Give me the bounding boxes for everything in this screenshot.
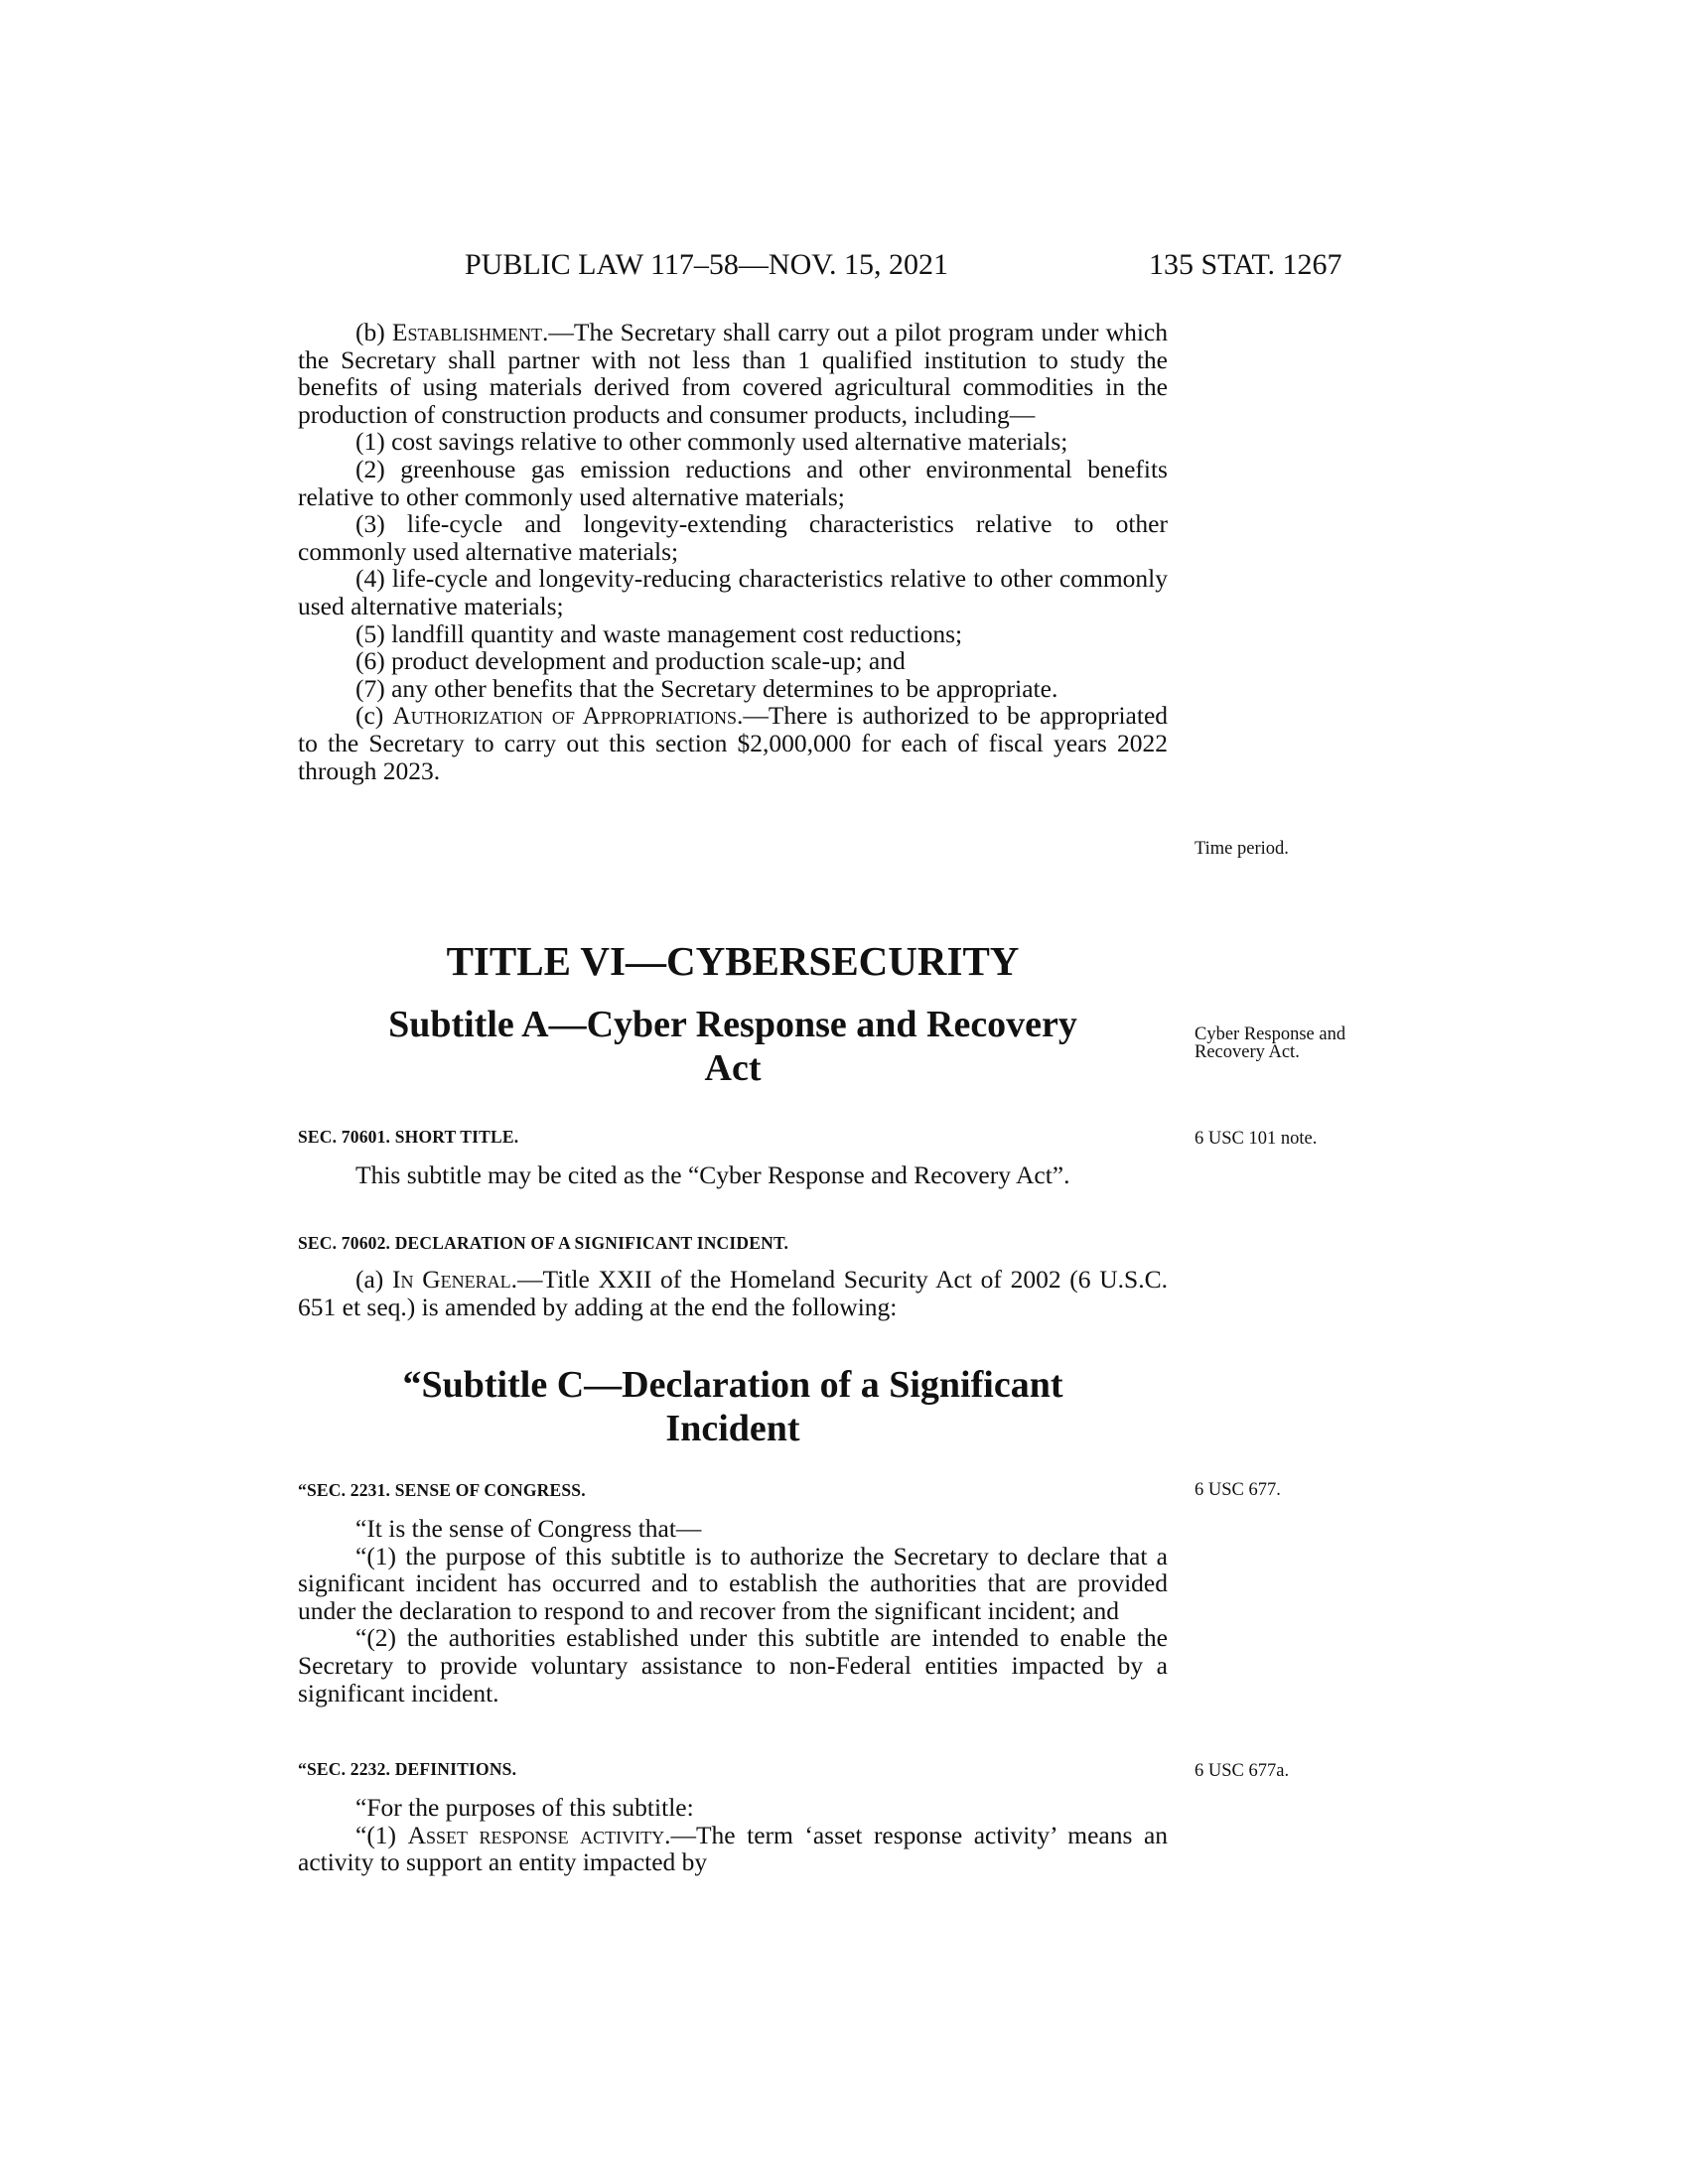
title-block — [298, 938, 1168, 984]
margin-note-usc-677a: 6 USC 677a. — [1195, 1761, 1290, 1781]
list-item: “(2) the authorities established under this subtitle are intended to enable the Secretary to provide voluntary assistance to non-Federal entities impacted by a significant incident. — [298, 1623, 1168, 1707]
list-item: (3) life-cycle and longevity-extending characteristics relative to other commonly used alternative materials; — [298, 509, 1168, 566]
list-item: (2) greenhouse gas emission reductions and other environmental benefits relative to other commonly used alternative materials; — [298, 454, 1168, 511]
subtitle-a-block — [298, 1003, 1168, 1090]
list-item: (5) landfill quantity and waste management cost reductions; — [355, 618, 963, 648]
margin-note-time-period: Time period. — [1195, 839, 1289, 859]
section-c-label: (c) — [355, 701, 384, 731]
sec-70601 — [298, 1127, 1168, 1189]
running-head: PUBLIC LAW 117–58—NOV. 15, 2021 — [465, 248, 949, 281]
sec-70602-label: (a) — [355, 1265, 384, 1294]
sec-70601-text: This subtitle may be cited as the “Cyber Response and Recovery Act”. — [355, 1160, 1070, 1189]
list-item: (6) product development and production scale-up; and — [355, 646, 906, 676]
subtitle-c-line2: Incident — [665, 1408, 800, 1449]
margin-note-usc-101: 6 USC 101 note. — [1195, 1129, 1318, 1149]
list-item: “(1) the purpose of this subtitle is to authorize the Secretary to declare that a significant incident has occurred and to establish the authorities that are provided under the declaration to respond to and recover from the significant incident; and — [298, 1541, 1168, 1625]
section-c-paragraph — [298, 702, 1168, 784]
section-b-label: (b) — [355, 318, 385, 346]
sec-2232-item1-text: .—The term ‘asset response activity’ means an activity to support an entity impacted by — [298, 1820, 1169, 1877]
margin-note-cyber-act: Cyber Response and Recovery Act. — [1195, 1024, 1346, 1062]
section-c-heading: Authorization of Appropriations — [392, 701, 737, 731]
section-b-text: .—The Secretary shall carry out a pilot program under which the Secretary shall partner with not less than 1 qualified institution to study the benefits of using materials derived from covered agricultural commodities in the production of construction products and consumer products, including— — [298, 318, 1168, 429]
sec-2232-item1 — [240, 1822, 1168, 1876]
section-b — [298, 319, 1168, 784]
section-b-paragraph — [298, 319, 1168, 428]
sec-70602-body: .—Title XXII of the Homeland Security Act of 2002 (6 U.S.C. 651 et seq.) is amended by adding at the end the following: — [298, 1265, 1168, 1321]
sec-70602-heading: SEC. 70602. DECLARATION OF A SIGNIFICANT INCIDENT. — [298, 1233, 789, 1253]
title-vi-heading: TITLE VI—CYBERSECURITY — [446, 938, 1020, 984]
section-c-text: .—There is authorized to be appropriated to the Secretary to carry out this section $2,000,000 for each of fiscal years 2022 through 2023. — [298, 701, 1169, 785]
page-number: 135 STAT. 1267 — [1149, 248, 1342, 281]
sec-70602 — [298, 1233, 1168, 1320]
sec-70601-heading: SEC. 70601. SHORT TITLE. — [298, 1127, 519, 1147]
sec-2231 — [298, 1480, 1168, 1706]
subtitle-c-block — [298, 1363, 1168, 1450]
list-item: (4) life-cycle and longevity-reducing characteristics relative to other commonly used alternative materials; — [298, 564, 1168, 620]
sec-2232-intro: “For the purposes of this subtitle: — [355, 1793, 694, 1822]
sec-2232 — [298, 1759, 1168, 1876]
margin-note-usc-677: 6 USC 677. — [1195, 1480, 1281, 1500]
list-item: (7) any other benefits that the Secretary determines to be appropriate. — [355, 673, 1058, 703]
sec-2231-heading: “SEC. 2231. SENSE OF CONGRESS. — [298, 1480, 586, 1500]
subtitle-a-line2: Act — [704, 1047, 762, 1089]
sec-2232-heading: “SEC. 2232. DEFINITIONS. — [298, 1759, 517, 1779]
subtitle-c-line1: “Subtitle C—Declaration of a Significant — [402, 1364, 1063, 1406]
subtitle-a-line1: Subtitle A—Cyber Response and Recovery — [388, 1004, 1077, 1045]
section-b-heading: Establishment — [391, 318, 543, 346]
sec-2232-item1-heading: Asset response activity — [407, 1820, 665, 1849]
sec-70602-text — [298, 1266, 1168, 1320]
list-item: (1) cost savings relative to other commonly used alternative materials; — [355, 427, 1068, 457]
sec-2231-intro: “It is the sense of Congress that— — [355, 1514, 702, 1543]
sec-70602-subheading: In General — [392, 1265, 511, 1294]
sec-2232-item1-label: “(1) — [355, 1820, 397, 1849]
